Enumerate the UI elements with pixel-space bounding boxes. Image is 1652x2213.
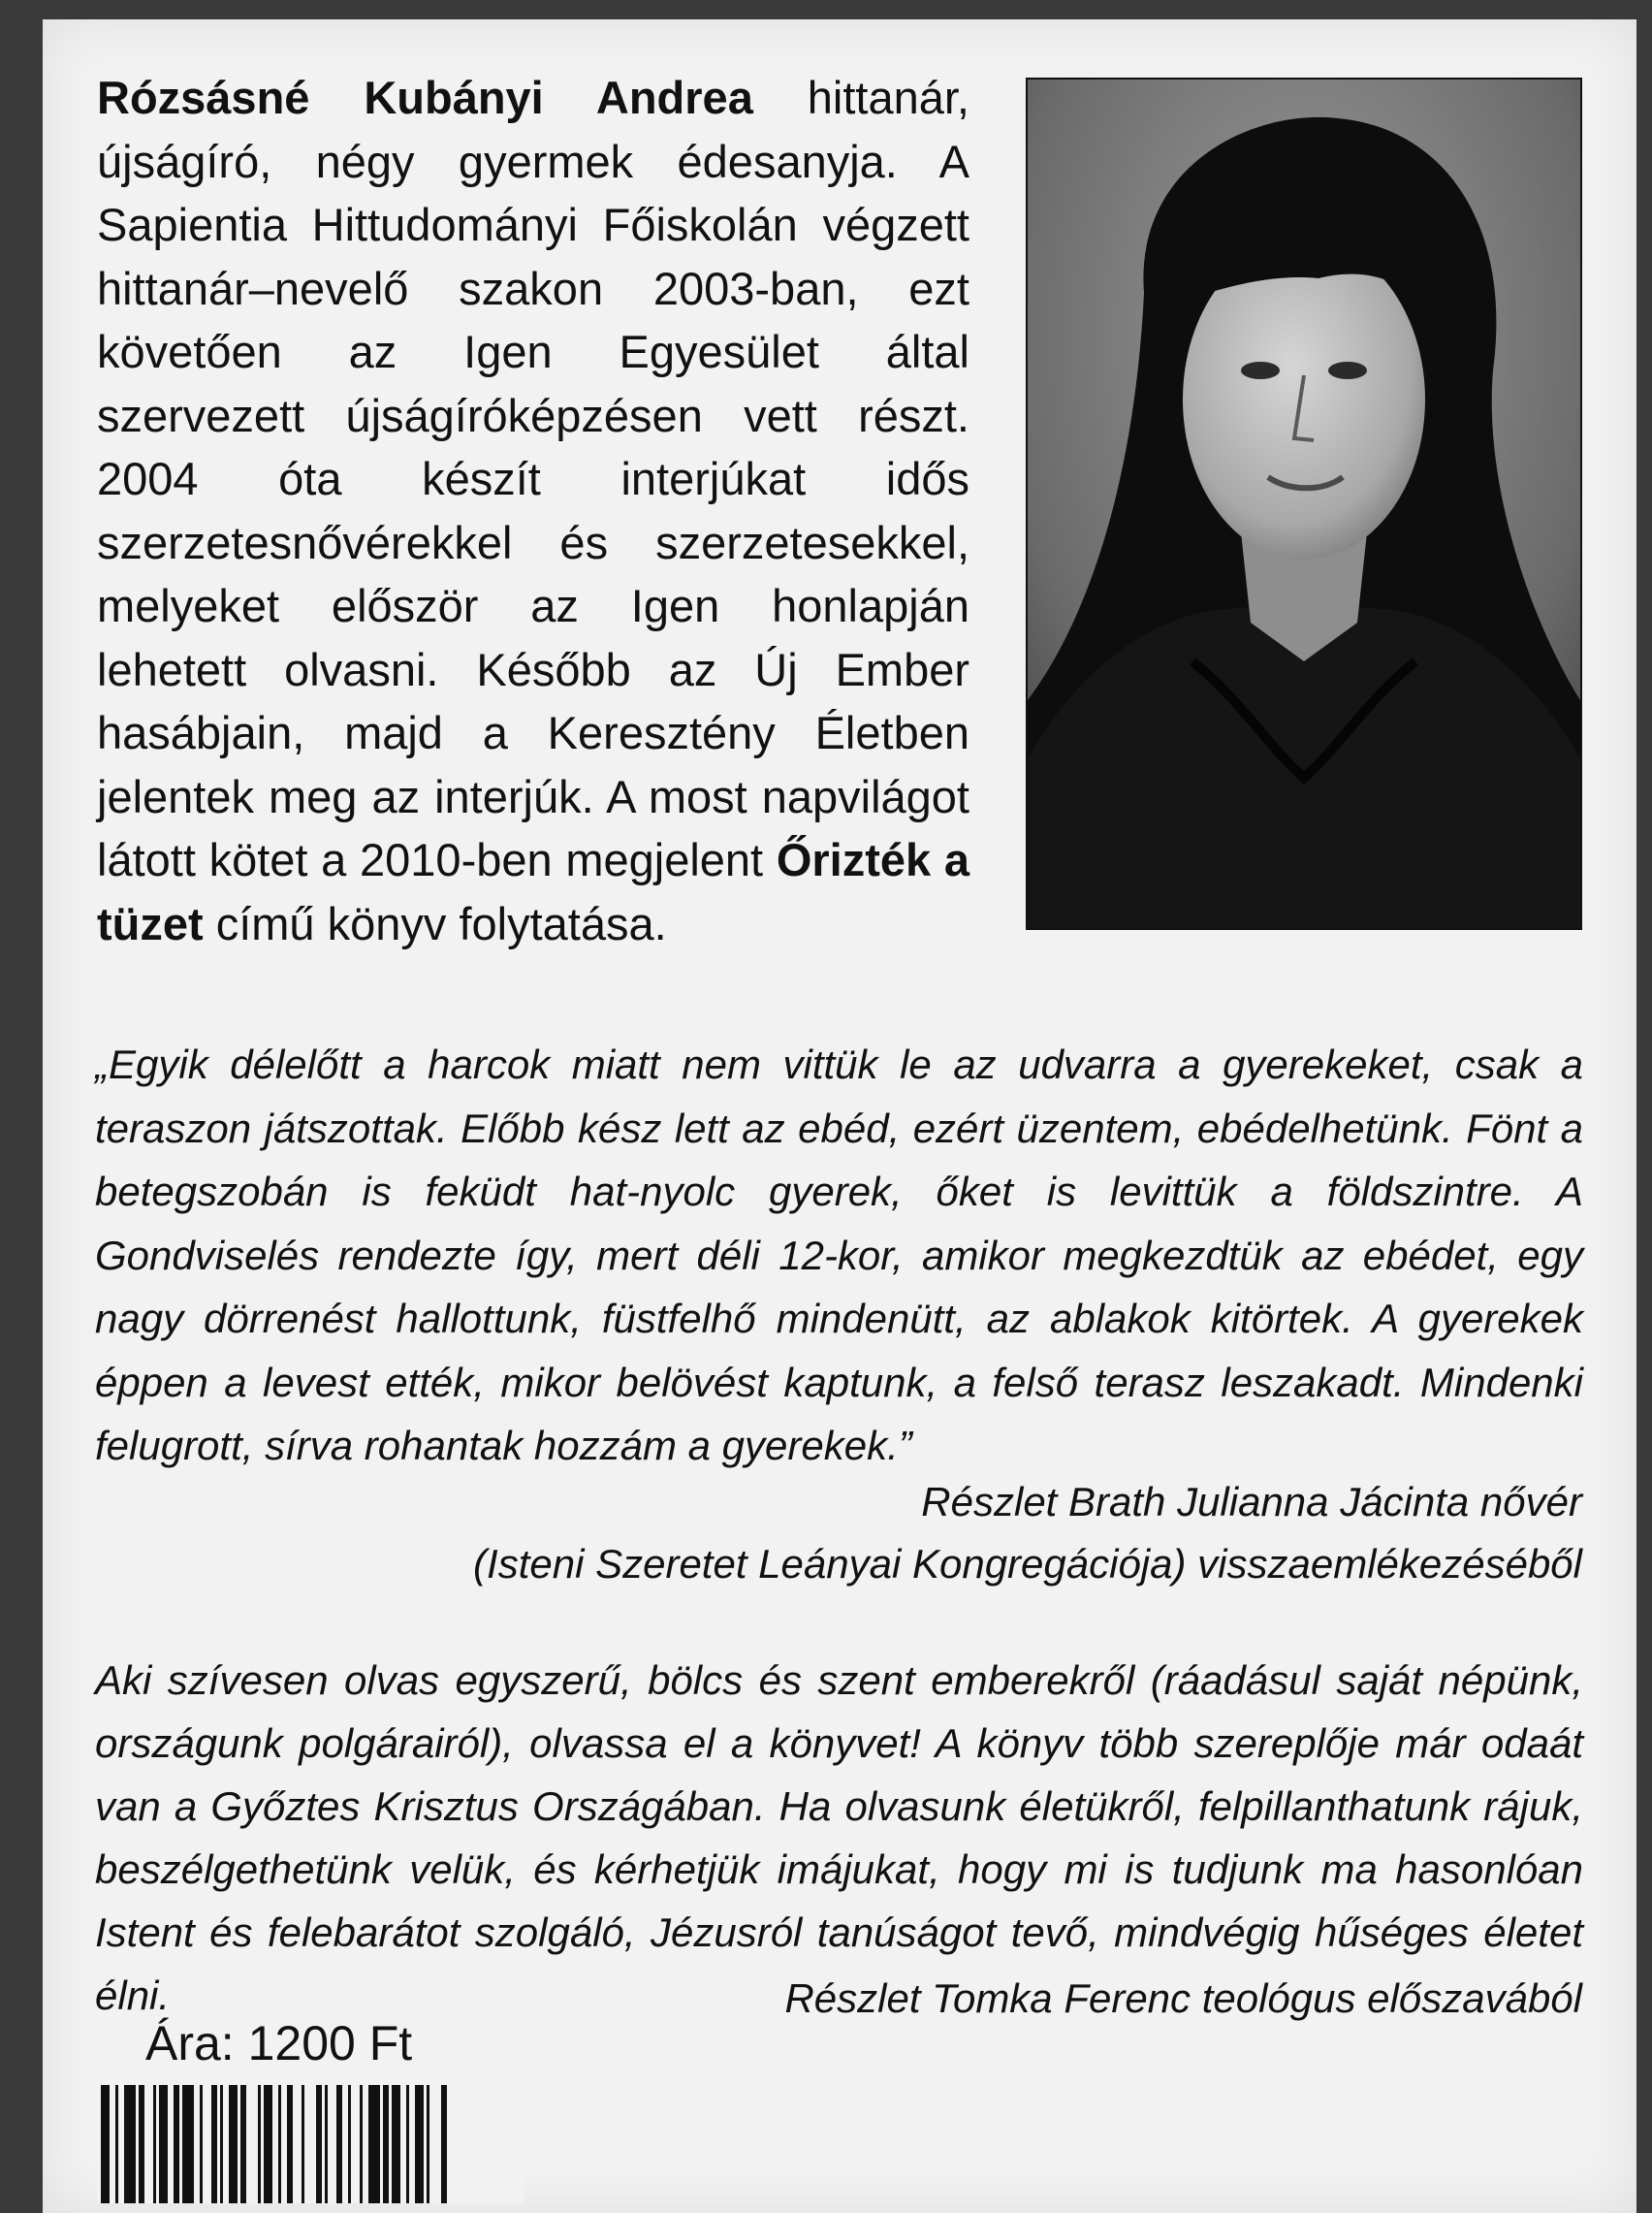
bio-text-2: című könyv folytatása. <box>203 897 667 949</box>
bio-text-1: hittanár, újságíró, négy gyermek édesanyja. A Sapientia Hittudományi Főiskolán végzett hittanár–nevelő szakon 2003-ban, ezt követően az Igen Egyesület által szervezett újságíróképzésen vett részt. 2004 óta készít interjúkat idős szerzetesnővérekkel és szerzetesekkel, melyeket először az Igen honlapján lehetett olvasni. Később az Új Ember hasábjain, majd a Keresztény Életben jelentek meg az interjúk. A most napvilágot látott kötet a 2010-ben megjelent <box>97 72 969 885</box>
author-name: Rózsásné Kubányi Andrea <box>97 72 753 123</box>
author-photo <box>1026 78 1582 930</box>
barcode-icon <box>97 2085 524 2203</box>
author-bio <box>97 66 969 955</box>
quote-block <box>95 1033 1583 1478</box>
bio-paragraph <box>97 66 969 955</box>
promo-attribution: Részlet Tomka Ferenc teológus előszavából <box>784 1975 1582 2021</box>
quote-text: „Egyik délelőtt a harcok miatt nem vittük le az udvarra a gyerekeket, csak a teraszon játszottak. Előbb kész lett az ebéd, ezért üzentem, ebédelhetünk. Fönt a betegszobán is feküdt hat-nyolc gyerek, őket is levittük a földszintre. A Gondviselés rendezte így, mert déli 12-kor, amikor megkezdtük az ebédet, egy nagy dörrenést hallottunk, füstfelhő mindenütt, az ablakok kitörtek. A gyerekek éppen a levest ették, mikor belövést kaptunk, a felső terasz leszakadt. Mindenki felugrott, sírva rohantak hozzám a gyerekek.” <box>95 1042 1583 1468</box>
author-portrait-image <box>1028 80 1580 928</box>
book-title: Őrizték a tüzet <box>97 834 969 949</box>
price-label: Ára: 1200 Ft <box>145 2016 413 2070</box>
quote-attribution-line-1: Részlet Brath Julianna Jácinta nővér <box>921 1479 1582 1524</box>
quote-attribution-line-2: (Isteni Szeretet Leányai Kongregációja) visszaemlékezéséből <box>473 1541 1582 1587</box>
promo-text: Aki szívesen olvas egyszerű, bölcs és szent emberekről (ráadásul saját népünk, országunk polgárairól), olvassa el a könyvet! A könyv több szereplője már odaát van a Győztes Krisztus Országában. Ha olvasunk életükről, felpillanthatunk rájuk, beszélgethetünk velük, és kérhetjük imájukat, hogy mi is tudjunk ma hasonlóan Istent és felebarátot szolgáló, Jézusról tanúságot tevő, mindvégig hűséges életet élni. <box>95 1657 1583 2018</box>
